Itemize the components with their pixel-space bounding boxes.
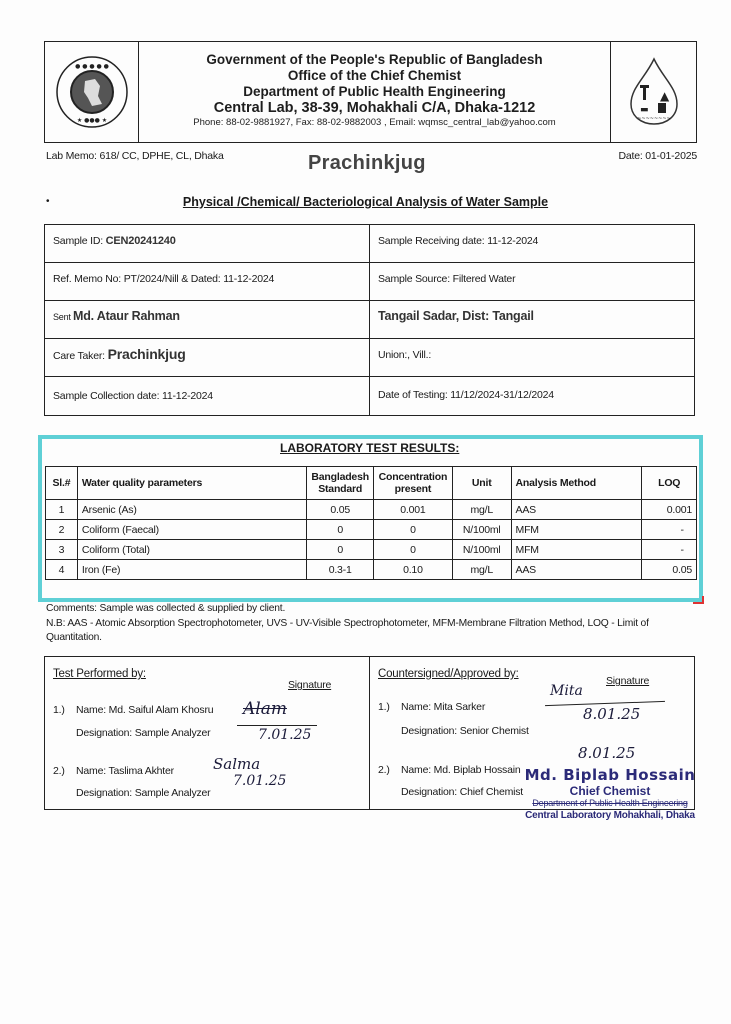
approver-1-signature: Mita (550, 683, 583, 699)
cell-sl: 2 (46, 520, 78, 540)
cell-parameter: Arsenic (As) (77, 500, 307, 520)
approver-2-name: Name: Md. Biplab Hossain (401, 764, 521, 776)
cell-sl: 1 (46, 500, 78, 520)
cell-method: AAS (511, 500, 642, 520)
approver-1-sign-date: 8.01.25 (583, 705, 641, 723)
testing-date-cell (370, 377, 694, 415)
performer-2-signature: Salma (213, 755, 261, 773)
department-name: Department of Public Health Engineering (243, 84, 506, 99)
cell-concentration: 0 (373, 540, 452, 560)
cell-concentration: 0.001 (373, 500, 452, 520)
approver-1-designation: Designation: Senior Chemist (401, 725, 529, 737)
letterhead (44, 41, 697, 143)
sample-info-left (45, 225, 370, 415)
lab-memo: Lab Memo: 618/ CC, DPHE, CL, Dhaka (46, 150, 224, 162)
union-village-cell (370, 339, 694, 377)
svg-text:▲: ▲ (659, 89, 669, 103)
location-cell (370, 301, 694, 339)
testing-date-text: Date of Testing: 11/12/2024-31/12/2024 (378, 389, 554, 401)
approver-1-name: Name: Mita Sarker (401, 701, 486, 713)
results-title: LABORATORY TEST RESULTS: (280, 441, 460, 455)
cell-parameter: Coliform (Total) (77, 540, 307, 560)
collection-date-cell (45, 377, 369, 415)
sample-source-text: Sample Source: Filtered Water (378, 273, 516, 285)
receiving-date-cell (370, 225, 694, 263)
approver-2-num: 2.) (378, 764, 390, 776)
chief-chemist-stamp (520, 766, 700, 822)
svg-text:▬: ▬ (639, 105, 649, 115)
care-taker-label: Care Taker: (53, 350, 108, 362)
approver-2-designation: Designation: Chief Chemist (401, 786, 524, 798)
cell-method: MFM (511, 520, 642, 540)
stamp-department: Department of Public Health Engineering (532, 798, 688, 808)
bullet-mark: • (46, 196, 50, 207)
performer-2-name: Name: Taslima Akhter (76, 765, 174, 777)
signature-label: Signature (606, 675, 650, 687)
cell-loq: 0.001 (642, 500, 697, 520)
cell-standard: 0 (307, 540, 374, 560)
office-name: Office of the Chief Chemist (287, 68, 462, 83)
col-header-parameter: Water quality parameters (77, 467, 307, 500)
cell-standard: 0 (307, 520, 374, 540)
sample-id-label: Sample ID: (53, 235, 106, 247)
cell-loq: - (642, 540, 697, 560)
performer-1-sign-date: 7.01.25 (258, 727, 312, 743)
cell-loq: - (642, 520, 697, 540)
stamp-name: Md. Biplab Hossain (524, 766, 696, 784)
location-value: Tangail Sadar, Dist: Tangail (378, 309, 534, 323)
approver-1-num: 1.) (378, 701, 390, 713)
approver-2-sign-date: 8.01.25 (578, 744, 636, 762)
cell-concentration: 0.10 (373, 560, 452, 580)
cell-sl: 4 (46, 560, 78, 580)
receiving-date-text: Sample Receiving date: 11-12-2024 (378, 235, 539, 247)
govt-name: Government of the People's Republic of Bangladesh (206, 52, 543, 67)
cell-loq: 0.05 (642, 560, 697, 580)
sample-source-cell (370, 263, 694, 301)
collection-date-text: Sample Collection date: 11-12-2024 (53, 390, 213, 402)
ref-memo-cell (45, 263, 369, 301)
sent-by-value: Md. Ataur Rahman (73, 309, 180, 323)
letterhead-text (139, 52, 610, 130)
col-header-method: Analysis Method (511, 467, 642, 500)
col-header-standard-line1: Bangladesh (311, 471, 369, 483)
dphe-water-drop-logo-icon (610, 42, 696, 142)
cell-standard: 0.3-1 (307, 560, 374, 580)
ref-memo-text: Ref. Memo No: PT/2024/Nill & Dated: 11-12-2024 (53, 273, 275, 285)
stamp-lab: Central Laboratory Mohakhali, Dhaka (525, 810, 695, 821)
col-header-standard-line2: Standard (318, 483, 363, 495)
col-header-loq: LOQ (642, 467, 697, 500)
svg-text:● ● ● ● ●: ● ● ● ● ● (74, 63, 109, 70)
lab-address: Central Lab, 38-39, Mohakhali C/A, Dhaka-1212 (213, 100, 536, 116)
sent-by-label: Sent (53, 312, 74, 322)
comments-text: Comments: Sample was collected & supplied by client. (46, 603, 286, 614)
cell-unit: N/100ml (452, 540, 511, 560)
sample-id-value: CEN20241240 (105, 235, 176, 247)
cell-unit: mg/L (452, 560, 511, 580)
brand-watermark: Prachinkjug (308, 152, 426, 174)
performer-1-designation: Designation: Sample Analyzer (76, 727, 211, 739)
svg-text:★ ●●● ★: ★ ●●● ★ (76, 117, 107, 124)
performer-2-sign-date: 7.01.25 (233, 773, 287, 789)
col-header-sl: Sl.# (46, 467, 78, 500)
approved-heading: Countersigned/Approved by: (378, 668, 519, 680)
performer-2-designation: Designation: Sample Analyzer (76, 787, 211, 799)
performer-1-num: 1.) (53, 704, 65, 716)
cell-parameter: Iron (Fe) (77, 560, 307, 580)
cell-sl: 3 (46, 540, 78, 560)
document-title: Physical /Chemical/ Bacteriological Analysis of Water Sample (182, 195, 549, 209)
performer-1-name: Name: Md. Saiful Alam Khosru (76, 704, 214, 716)
cell-concentration: 0 (373, 520, 452, 540)
col-header-unit: Unit (452, 467, 511, 500)
care-taker-cell (45, 339, 369, 377)
cell-parameter: Coliform (Faecal) (77, 520, 307, 540)
signature-label: Signature (288, 679, 332, 691)
cell-unit: mg/L (452, 500, 511, 520)
sample-info-right (370, 225, 694, 415)
comments-block (46, 602, 696, 646)
cell-unit: N/100ml (452, 520, 511, 540)
results-highlight-frame (38, 435, 703, 602)
contact-info: Phone: 88-02-9881927, Fax: 88-02-9882003 , Email: wqmsc_central_lab@yahoo.com (193, 117, 556, 128)
col-header-concentration-line2: present (394, 483, 432, 495)
sample-info-grid (44, 224, 695, 416)
performer-1-signature: Alam (243, 699, 287, 719)
svg-text:~~~~~~~~: ~~~~~~~~ (636, 116, 671, 122)
abbreviations-note: N.B: AAS - Atomic Absorption Spectrophotometer, UVS - UV-Visible Spectrophotometer, MFM-Membrane Filtration Method, LOQ - Limit of Quantitation. (46, 617, 649, 643)
union-village-text: Union:, Vill.: (378, 349, 432, 361)
stamp-title: Chief Chemist (569, 784, 651, 798)
cell-method: MFM (511, 540, 642, 560)
sample-id-cell (45, 225, 369, 263)
cell-method: AAS (511, 560, 642, 580)
col-header-concentration-line1: Concentration (378, 471, 448, 483)
sent-by-cell (45, 301, 369, 339)
government-seal-icon (45, 42, 139, 142)
report-date: Date: 01-01-2025 (618, 150, 697, 162)
signature-underline (237, 725, 317, 726)
performer-2-num: 2.) (53, 765, 65, 777)
cell-standard: 0.05 (307, 500, 374, 520)
care-taker-value: Prachinkjug (107, 346, 186, 362)
test-performed-section (45, 657, 370, 809)
test-performed-heading: Test Performed by: (53, 668, 146, 680)
